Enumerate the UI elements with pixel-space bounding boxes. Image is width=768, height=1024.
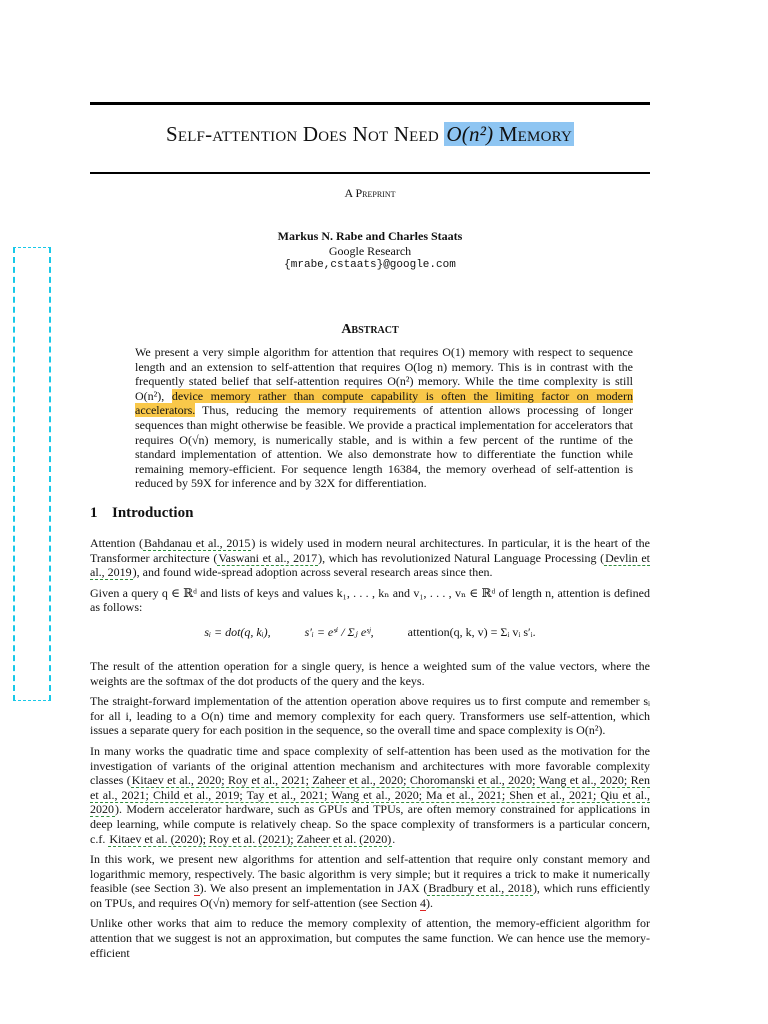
text-run: ). [425, 895, 433, 910]
text-run: In many works the quadratic time and space complexity of self-attention has been used as the motivation for the investigation of variants of the original attention mechanism and architectures with more favorable complexity classes ( [90, 743, 650, 788]
section-ref-link[interactable]: 3 [193, 881, 200, 896]
abstract-heading: Abstract [341, 322, 399, 337]
equation-part-3: attention(q, k, v) = Σᵢ vᵢ s′ᵢ. [407, 624, 536, 639]
affiliation: Google Research [328, 243, 412, 258]
title-suffix: Memory [498, 122, 573, 146]
text-run: In this work, we present new algorithms for attention and self-attention that require only constant memory and logarithmic memory, respectively. The basic algorithm is very simple; but it requires a trick to make it numerically feasible (see Section [90, 852, 650, 896]
abstract-part-2: Thus, reducing the memory requirements of attention allows processing of longer sequences than might otherwise be feasible. We provide a practical implementation for accelerators that requires O(√n) memory, is numerically stable, and is within a few percent of the runtime of the standard implementation of attention. We also demonstrate how to differentiate the function while remaining memory-efficient. For sequence length 16384, the memory overhead of self-attention is reduced by 59X for inference and by 32X for differentiation. [135, 403, 633, 491]
paragraph-2: Given a query q ∈ ℝᵈ and lists of keys and values k₁, . . . , kₙ and v₁, . . . , vₙ ∈ ℝᵈ of length n, attention is defined as follows: [90, 585, 650, 615]
paragraph-1 [90, 536, 650, 580]
paper-title [90, 122, 650, 147]
attention-equation [90, 621, 650, 651]
text-run: ). We also present an implementation in JAX ( [199, 881, 428, 896]
citation-link[interactable]: Bahdanau et al., 2015 [144, 536, 251, 550]
paragraph-5 [90, 744, 650, 846]
title-prefix: Self-attention Does Not Need [165, 122, 439, 146]
citation-link[interactable]: Kitaev et al., 2020; Roy et al., 2021; Zaheer et al., 2020; Choromanski et al., 2020; Wang et al., 2020; Ren et al., 2021; Child et al., 2019; Tay et al., 2021; Wang et al., 2020; Ma et al., 2021; Shen et al., 2021; Qiu et al., 2020 [90, 773, 650, 817]
citation-link[interactable]: Bradbury et al., 2018 [428, 881, 532, 896]
text-run: Attention ( [90, 536, 144, 550]
text-run: ) is widely used in modern neural architectures. In particular, it is the heart of the Transformer architecture ( [90, 536, 650, 565]
introduction-body [90, 536, 650, 966]
text-run: . [392, 831, 396, 846]
paragraph-4: The straight-forward implementation of the attention operation above requires us to first compute and remember sᵢ for all i, leading to a O(n) time and memory complexity for each query. Transformers use self-attention, which issues a separate query for each position in the sequence, so the overall time and space complexity is O(n²). [90, 694, 650, 738]
paragraph-3: The result of the attention operation for a single query, is hence a weighted sum of the value vectors, where the weights are the softmax of the dot products of the query and the keys. [90, 658, 650, 688]
citation-link[interactable]: Kitaev et al. (2020); Roy et al. (2021); Zaheer et al. (2020) [109, 831, 392, 846]
abstract-part-1: We present a very simple algorithm for attention that requires O(1) memory with respect to sequence length and an extension to self-attention that requires O(log n) memory. This is in contrast with the frequently stated belief that self-attention requires O(n²) memory. While the time complexity is still O(n²), [135, 345, 633, 403]
title-rule-top [90, 102, 650, 105]
title-math: O(n²) [446, 122, 494, 146]
author-block [90, 229, 650, 273]
equation-part-1: sᵢ = dot(q, kᵢ), [204, 624, 271, 639]
citation-link[interactable]: Devlin et al., 2019 [90, 550, 650, 580]
text-run: ), which has revolutionized Natural Language Processing ( [318, 550, 605, 565]
equation-part-2: s′ᵢ = eˢⁱ / Σⱼ eˢʲ, [304, 624, 374, 639]
text-run: ), and found wide-spread adoption across several research areas since then. [132, 565, 493, 580]
paragraph-6 [90, 852, 650, 910]
section-number: 1 [90, 505, 98, 521]
abstract-text [135, 345, 633, 491]
section-ref-link[interactable]: 4 [419, 895, 426, 910]
preprint-label: A Preprint [344, 186, 396, 200]
author-names: Markus N. Rabe and Charles Staats [277, 229, 463, 243]
text-run: ), which runs efficiently on TPUs, and requires O(√n) memory for self-attention (see Section [90, 881, 650, 910]
section-heading-introduction [90, 505, 193, 522]
paragraph-7: Unlike other works that aim to reduce the memory complexity of attention, the memory-efficient algorithm for attention that we suggest is not an approximation, but computes the same function. We can hence use the memory-efficient [90, 916, 650, 960]
author-email: {mrabe,cstaats}@google.com [284, 259, 456, 271]
abstract-highlight[interactable]: device memory rather than compute capability is often the limiting factor on modern accelerators. [135, 388, 633, 418]
title-highlight [444, 122, 574, 146]
section-title: Introduction [112, 505, 194, 521]
text-run: ). Modern accelerator hardware, such as GPUs and TPUs, are often memory constrained for applications in deep learning, while compute is relatively cheap. So the space complexity of transformers is a particular concern, c.f. [90, 802, 650, 846]
sidebar-selection-box [13, 247, 51, 701]
title-rule-bottom [90, 172, 650, 174]
citation-link[interactable]: Vaswani et al., 2017 [218, 550, 318, 565]
